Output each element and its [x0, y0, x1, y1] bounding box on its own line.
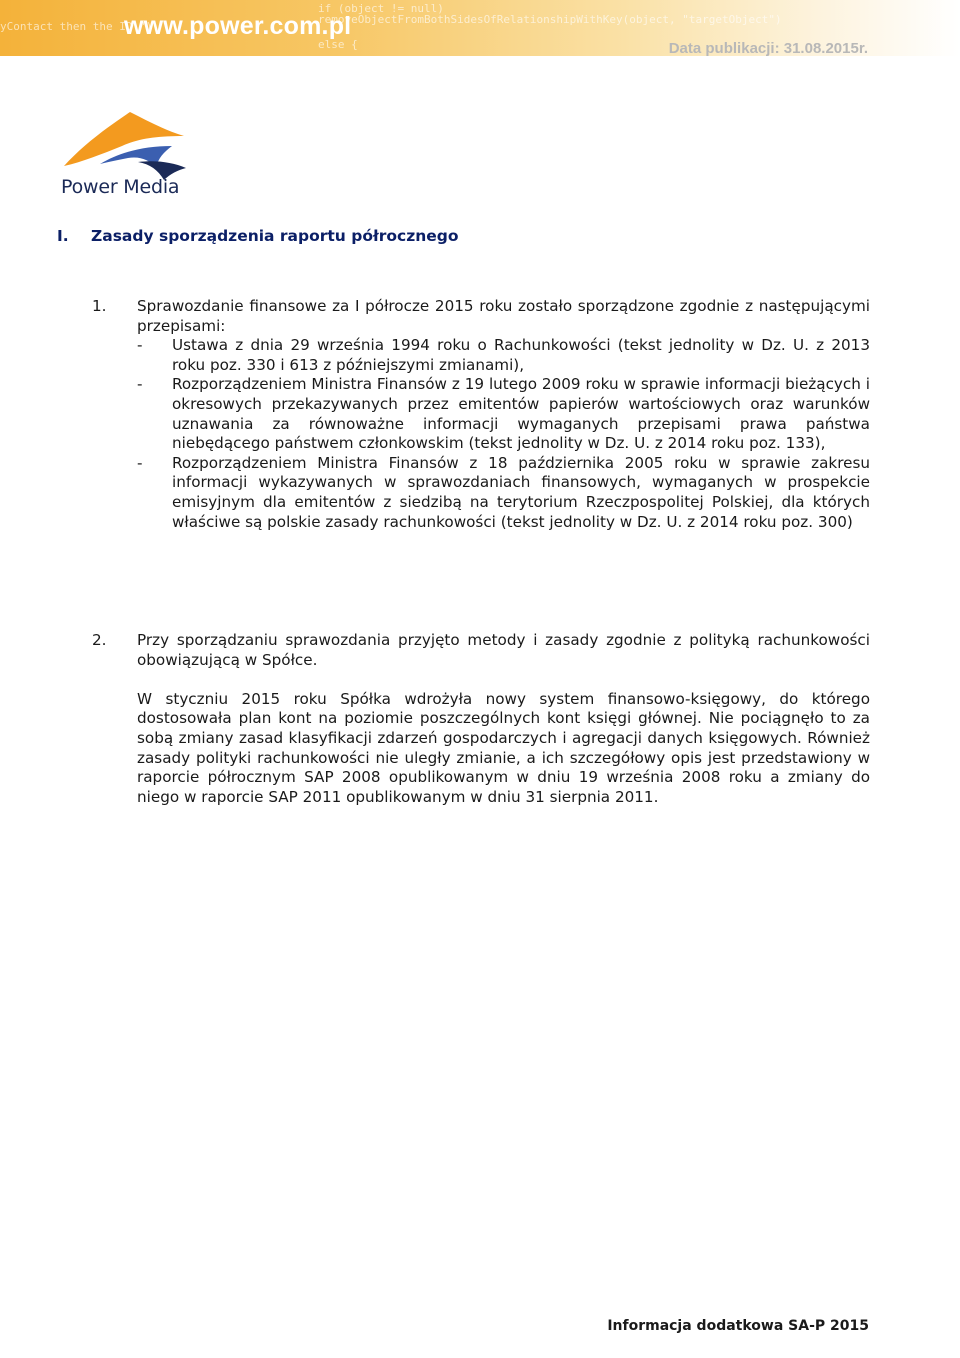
- item-1-intro: Sprawozdanie finansowe za I półrocze 2015 roku zostało sporządzone zgodnie z następującymi przepisami:: [137, 297, 870, 335]
- section-heading: [57, 227, 459, 245]
- list-item: - Rozporządzeniem Ministra Finansów z 18 października 2005 roku w sprawie zakresu informacji wykazywanych w sprawozdaniach finansowych, wymaganych w prospekcie emisyjnym dla emitentów z siedzibą na terytorium Rzeczpospolitej Polskiej, dla których właściwe są polskie zasady rachunkowości (tekst jednolity w Dz. U. z 2014 roku poz. 300): [137, 453, 870, 531]
- section-number: I.: [57, 227, 69, 245]
- site-url[interactable]: www.power.com.pl: [124, 12, 352, 40]
- item-number: 1.: [92, 297, 107, 315]
- decorative-code: if (object != null): [318, 2, 444, 15]
- decorative-code: removeObjectFromBothSidesOfRelationshipWithKey(object, "targetObject"): [318, 13, 782, 26]
- item-number: 2.: [92, 631, 107, 649]
- footer-text: Informacja dodatkowa SA-P 2015: [607, 1318, 869, 1334]
- list-item: - Rozporządzeniem Ministra Finansów z 19 lutego 2009 roku w sprawie informacji bieżących i okresowych przekazywanych przez emitentów papierów wartościowych oraz warunków uznawania za równoważne informacji wymaganych przepisami prawa państwa niebędącego państwem członkowskim (tekst jednolity w Dz. U. z 2014 roku poz. 133),: [137, 375, 870, 453]
- regulations-list: [137, 336, 870, 532]
- item-2-block: [137, 631, 870, 807]
- item-1-block: [137, 297, 870, 532]
- decorative-code: else {: [318, 38, 358, 51]
- item-2-text: Przy sporządzaniu sprawozdania przyjęto metody i zasady zgodnie z polityką rachunkowości obowiązującą w Spółce.: [137, 631, 870, 669]
- list-item: - Ustawa z dnia 29 września 1994 roku o Rachunkowości (tekst jednolity w Dz. U. z 2013 roku poz. 330 i 613 z późniejszymi zmianami),: [137, 336, 870, 374]
- item-2-paragraph: W styczniu 2015 roku Spółka wdrożyła nowy system finansowo-księgowy, do którego dostosowała plan kont na poziomie poszczególnych kont księgi głównej. Nie pociągnęło to za sobą zmiany zasad klasyfikacji zdarzeń gospodarczych i agregacji danych księgowych. Również zasady polityki rachunkowości nie uległy zmianie, a ich szczegółowy opis jest przedstawiony w raporcie półrocznym SAP 2008 opublikowanym w dniu 19 września 2008 roku a zmiany do niego w raporcie SAP 2011 opublikowanym w dniu 31 sierpnia 2011.: [137, 689, 870, 806]
- section-title: Zasady sporządzenia raportu półrocznego: [91, 227, 459, 245]
- publication-date: Data publikacji: 31.08.2015r.: [668, 40, 868, 57]
- logo-text: Power Media: [61, 176, 180, 198]
- decorative-code: yContact then the ID "): [0, 20, 153, 33]
